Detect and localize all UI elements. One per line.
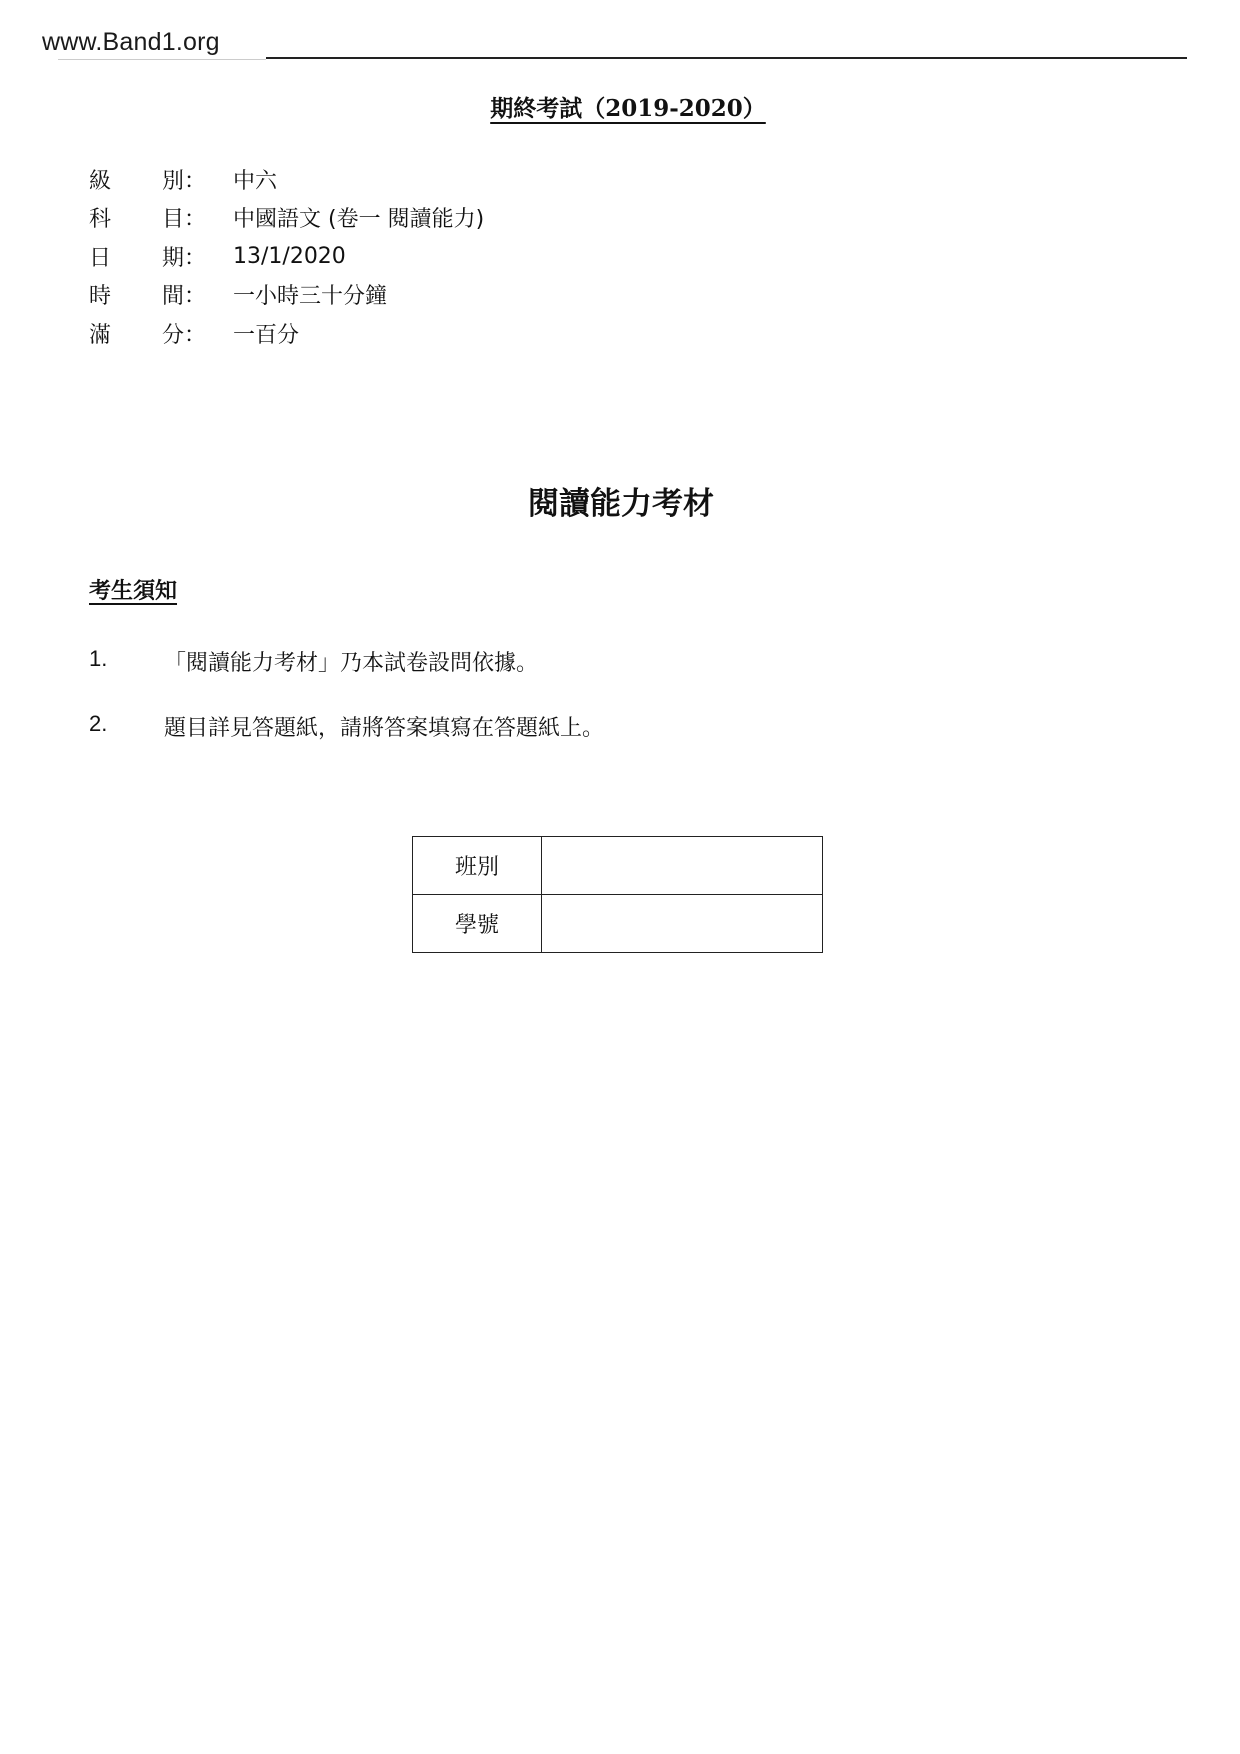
info-label-char: 時 [89, 284, 112, 310]
header-rule-thin [58, 59, 266, 60]
exam-title: 期終考試（2019-2020） [490, 95, 766, 122]
notice-item [89, 646, 538, 677]
info-row-subject [89, 199, 484, 238]
info-label-char: 分： [162, 322, 207, 348]
class-field[interactable] [542, 837, 823, 895]
info-row-time [89, 276, 484, 315]
info-value-subject: 中國語文 (卷一 閱讀能力) [233, 207, 485, 233]
info-label-char: 目： [162, 207, 207, 233]
info-row-date [89, 237, 484, 276]
info-label-char: 科 [89, 207, 112, 233]
table-row-class [413, 837, 823, 895]
info-value-date: 13/1/2020 [233, 243, 346, 269]
notice-item-text: 「閱讀能力考材」乃本試卷設問依據。 [164, 651, 539, 676]
notice-item [89, 711, 604, 742]
class-label: 班別 [413, 837, 542, 895]
info-label-char: 間： [162, 284, 207, 310]
info-label-char: 滿 [89, 322, 112, 348]
info-label-char: 日 [89, 245, 112, 271]
student-info-table [412, 836, 823, 953]
notice-item-text: 題目詳見答題紙，請將答案填寫在答題紙上。 [164, 716, 605, 741]
info-row-marks [89, 314, 484, 353]
notice-item-number: 1. [89, 646, 108, 671]
info-label-char: 別： [162, 168, 207, 194]
info-row-level [89, 160, 484, 199]
info-value-marks: 一百分 [233, 322, 300, 348]
info-value-time: 一小時三十分鐘 [233, 284, 388, 310]
info-value-level: 中六 [233, 168, 278, 194]
section-title: 閱讀能力考材 [528, 486, 714, 522]
table-row-student-number [413, 895, 823, 953]
notice-item-number: 2. [89, 711, 108, 736]
info-label-char: 期： [162, 245, 207, 271]
student-number-field[interactable] [542, 895, 823, 953]
notice-heading: 考生須知 [89, 579, 178, 604]
header-rule [266, 57, 1187, 59]
site-header: www.Band1.org [42, 28, 220, 56]
student-number-label: 學號 [413, 895, 542, 953]
info-label-char: 級 [89, 168, 112, 194]
exam-info-table [89, 160, 484, 353]
